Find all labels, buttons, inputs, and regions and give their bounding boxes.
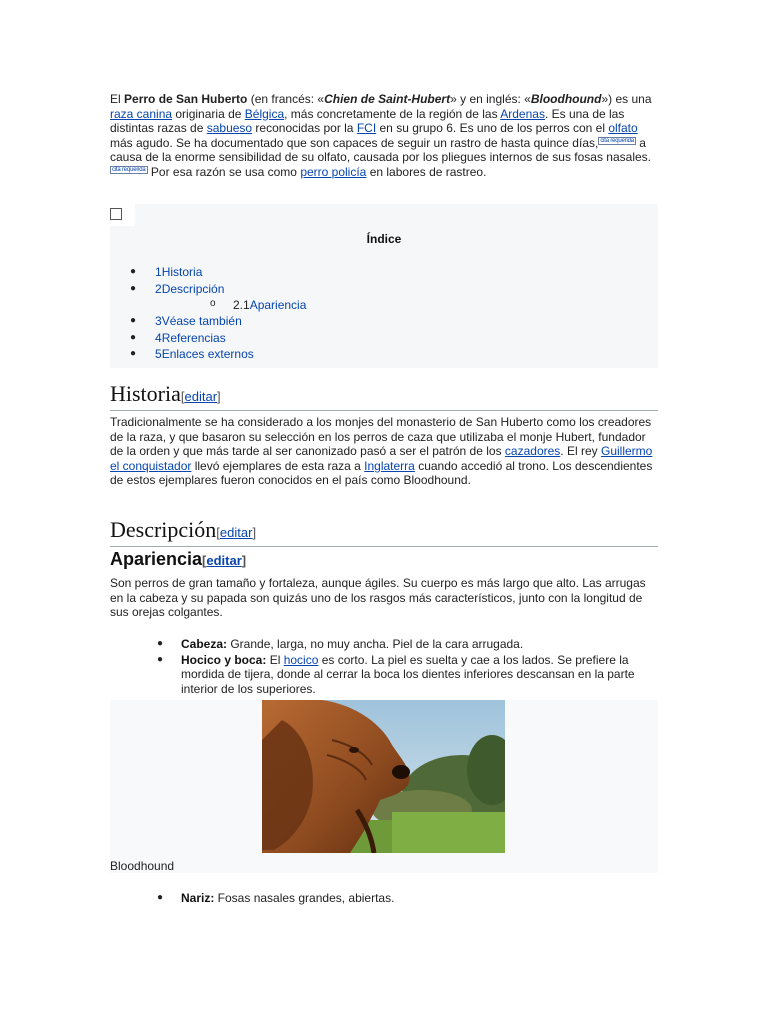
toc-item-vease-tambien[interactable]: ● 3Véase también: [130, 314, 242, 328]
link-cazadores[interactable]: cazadores: [504, 444, 561, 459]
link-olfato[interactable]: olfato: [608, 121, 638, 136]
toc-item-descripcion[interactable]: ● 2Descripción: [130, 281, 225, 296]
edit-link-descripcion[interactable]: [editar]: [216, 525, 257, 540]
bullet-icon: ●: [130, 315, 137, 326]
bullet-icon: ●: [130, 282, 137, 294]
list-item-hocico: ● Hocico y boca: El hocico es corto. La piel es suelta y cae a los lados. Se prefiere la mordida de tijera, donde al cerrar la boca los dientes inferiores descansan en la parte interior de los superiores.: [157, 652, 635, 696]
toc-item-historia[interactable]: ● 1Historia: [130, 265, 203, 279]
heading-apariencia: Apariencia[editar]: [110, 549, 247, 569]
list-item-nariz: ● Nariz: Fosas nasales grandes, abiertas.: [157, 891, 395, 905]
toc-list: [110, 264, 658, 363]
french-name: Chien de Saint-Hubert: [324, 92, 451, 106]
link-hocico[interactable]: hocico: [283, 652, 319, 667]
features-list: [110, 637, 658, 697]
bullet-icon: ●: [130, 266, 137, 277]
link-belgica[interactable]: Bélgica: [244, 106, 285, 121]
toc-header-band: [135, 204, 658, 226]
bullet-icon: ●: [157, 638, 164, 649]
figure-bloodhound: [110, 700, 658, 873]
breed-name: Perro de San Huberto: [124, 92, 248, 106]
link-fci[interactable]: FCI: [356, 121, 377, 136]
bullet-icon: ●: [130, 348, 137, 359]
link-ardenas[interactable]: Ardenas: [500, 106, 545, 121]
citation-needed-2[interactable]: cita requerida: [112, 166, 146, 173]
features-list-2: [110, 891, 658, 907]
bullet-icon: ●: [157, 653, 164, 665]
bullet-icon: ●: [157, 892, 164, 903]
bloodhound-photo[interactable]: [262, 700, 505, 853]
toc-title: Índice: [366, 232, 402, 246]
heading-descripcion: Descripción[editar]: [110, 518, 658, 547]
citation-needed-1[interactable]: cita requerida: [600, 137, 634, 144]
list-item-cabeza: ● Cabeza: Grande, larga, no muy ancha. Piel de la cara arrugada.: [157, 637, 524, 651]
circle-bullet-icon: o: [210, 298, 216, 309]
figure-caption: Bloodhound: [110, 859, 175, 873]
link-sabueso[interactable]: sabueso: [206, 121, 253, 136]
link-perro-policia[interactable]: perro policía: [300, 164, 367, 179]
bullet-icon: ●: [130, 331, 137, 343]
apariencia-paragraph: Son perros de gran tamaño y fortaleza, aunque ágiles. Su cuerpo es más largo que alto. Las arrugas en la cabeza y su papada son quizás uno de los rasgos más característicos, junto con la longitud de sus orejas colgantes.: [110, 576, 646, 620]
edit-link-historia[interactable]: [editar]: [180, 389, 221, 404]
link-raza-canina[interactable]: raza canina: [110, 106, 173, 121]
heading-historia: Historia[editar]: [110, 382, 658, 411]
toc-item-referencias[interactable]: ● 4Referencias: [130, 330, 226, 345]
link-inglaterra[interactable]: Inglaterra: [364, 458, 415, 473]
table-of-contents: [110, 226, 658, 368]
link-guillermo[interactable]: Guillermo el conquistador: [110, 444, 653, 473]
toc-toggle-checkbox[interactable]: [110, 208, 122, 220]
intro-paragraph: El Perro de San Huberto (en francés: «Chien de Saint-Hubert» y en inglés: «Bloodhound») es una raza canina originaria de Bélgica, más concretamente de la región de las Ardenas. Es una de las distintas razas de sabueso reconocidas por la FCI en su grupo 6. Es uno de los perros con el olfato más agudo. Se ha documentado que son capaces de seguir un rastro de hasta quince días, $^{cita requerida}$ a causa de la enorme sensibilidad de su olfato, causada por los pliegues internos de sus fosas nasales. $^{cita requerida}$ Por esa razón se usa como perro policía en labores de rastreo.: [110, 92, 652, 179]
english-name: Bloodhound: [530, 92, 602, 106]
historia-paragraph: Tradicionalmente se ha considerado a los monjes del monasterio de San Huberto como los creadores de la raza, y que basaron su selección en los perros de caza que utilizaba el monje Hubert, fundador de la orden y que más tarde al ser canonizado pasó a ser el patrón de los cazadores. El rey Guillermo el conquistador llevó ejemplares de esta raza a Inglaterra cuando accedió al trono. Los descendientes de estos ejemplares fueron conocidos en el país como Bloodhound.: [110, 415, 653, 488]
edit-link-apariencia[interactable]: [editar]: [202, 553, 247, 568]
toc-item-enlaces-externos[interactable]: ● 5Enlaces externos: [130, 347, 254, 361]
toc-item-apariencia[interactable]: o 2.1Apariencia: [210, 298, 307, 312]
